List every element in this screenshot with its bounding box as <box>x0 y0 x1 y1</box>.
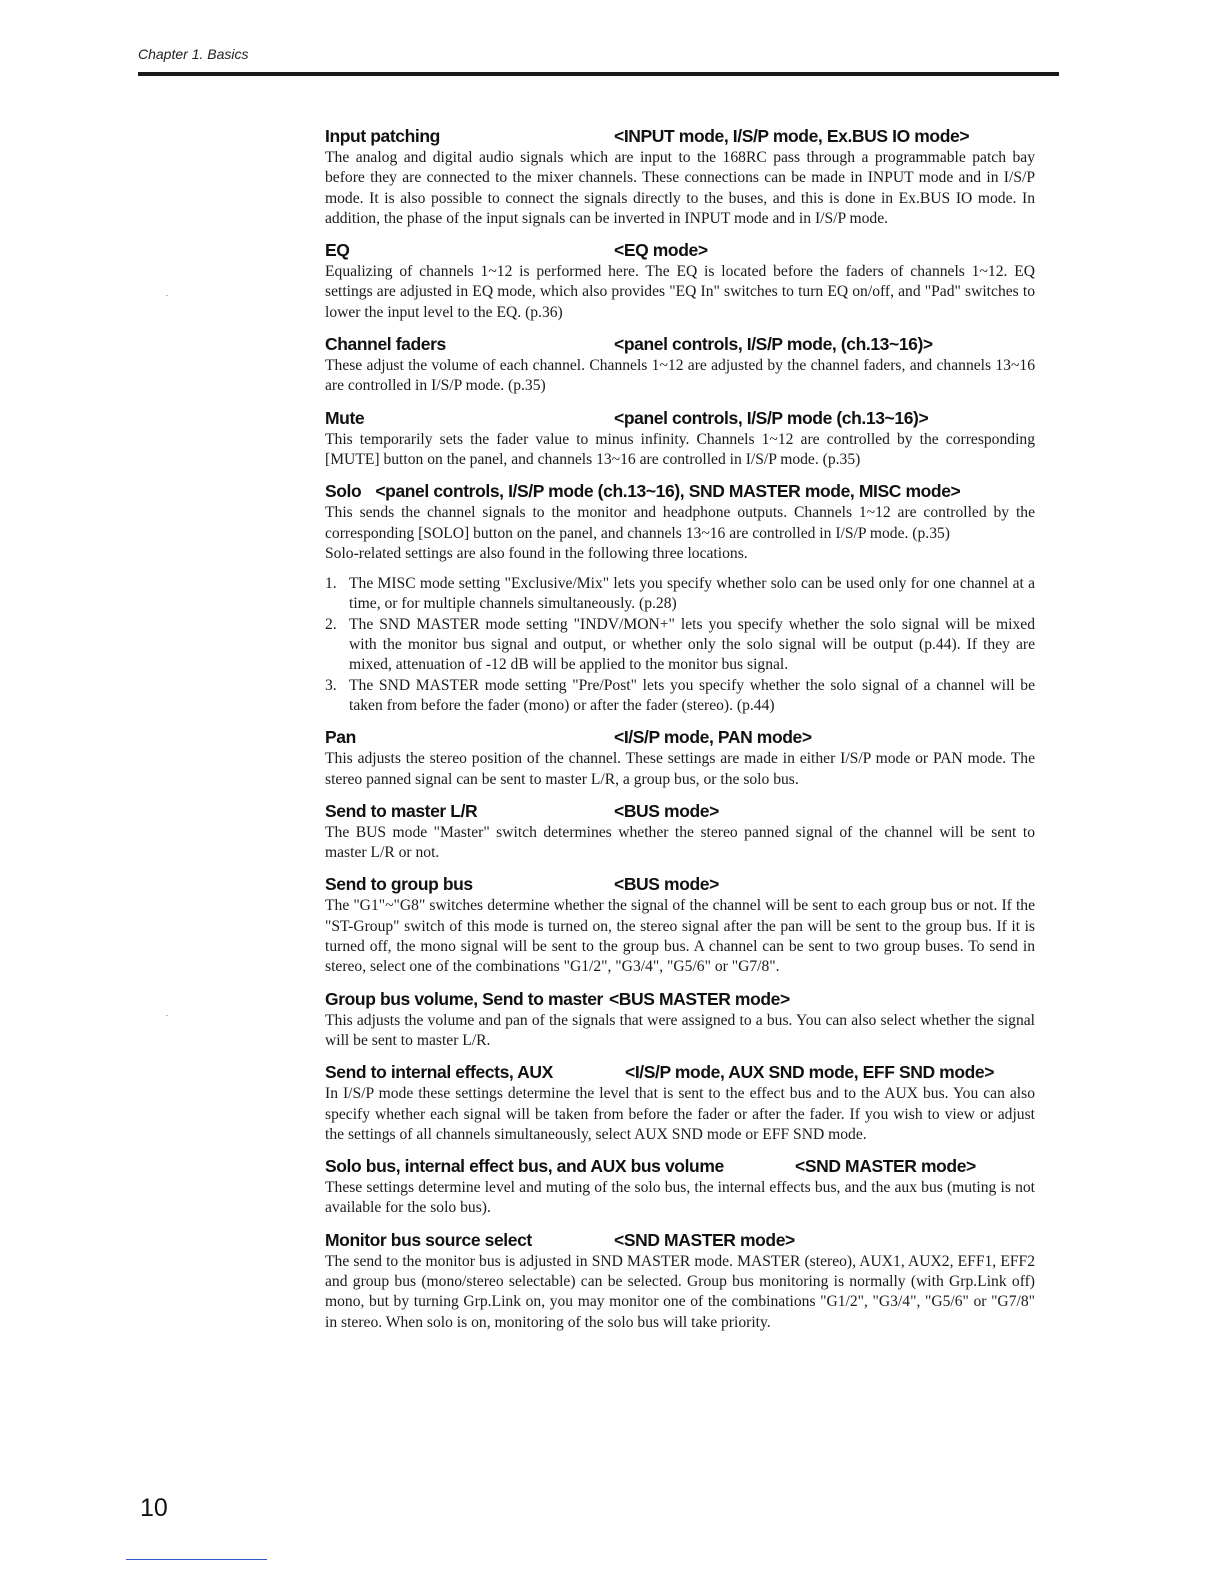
chapter-header: Chapter 1. Basics <box>138 46 249 62</box>
section-mode: <panel controls, I/S/P mode (ch.13~16), SND MASTER mode, MISC mode> <box>375 481 961 502</box>
header-rule <box>138 72 1059 76</box>
section-heading <box>325 406 1035 430</box>
list-text: The MISC mode setting "Exclusive/Mix" lets you specify whether solo can be used only for one channel at a time, or for multiple channels simultaneously. (p.28) <box>349 575 1035 613</box>
section-heading <box>325 332 1035 356</box>
section-title: EQ <box>325 240 350 261</box>
section-body: Equalizing of channels 1~12 is performed here. The EQ is located before the faders of channels 1~12. EQ settings are adjusted in EQ mode, which also provides "EQ In" switches to turn EQ on/off, and "Pad" switches to lower the input level to the EQ. (p.36) <box>325 263 1035 321</box>
section-mode: <I/S/P mode, AUX SND mode, EFF SND mode> <box>625 1062 995 1083</box>
solo-intro: Solo-related settings are also found in the following three locations. <box>325 544 748 562</box>
section-body: In I/S/P mode these settings determine the level that is sent to the effect bus and to the AUX bus. You can also specify whether each signal will be taken from before the fader or after the fader. If you wish to view or adjust the settings of all channels simultaneously, select AUX SND mode or EFF SND mode. <box>325 1085 1035 1143</box>
section-title: Mute <box>325 407 365 428</box>
list-text: The SND MASTER mode setting "INDV/MON+" lets you specify whether the solo signal will be mixed with the monitor bus signal and output, or whether only the solo signal will be output (p.44). If they are mixed, attenuation of -12 dB will be applied to the monitor bus signal. <box>349 615 1035 674</box>
section-mode: <EQ mode> <box>614 240 708 261</box>
section-title: Send to internal effects, AUX <box>325 1062 553 1083</box>
section-title: Monitor bus source select <box>325 1229 532 1250</box>
list-text: The SND MASTER mode setting "Pre/Post" lets you specify whether the solo signal of a channel will be taken from before the fader (mono) or after the fader (stereo). (p.44) <box>349 676 1035 714</box>
section-mode: <BUS mode> <box>614 800 719 821</box>
section-heading <box>325 1154 1035 1178</box>
section-body: This sends the channel signals to the monitor and headphone outputs. Channels 1~12 are controlled by the corresponding [SOLO] button on the panel, and channels 13~16 are controlled in I/S/P mode. (p.35) <box>325 504 1035 542</box>
section-heading <box>325 799 1035 823</box>
section-title: Group bus volume, Send to master <box>325 988 603 1009</box>
section-body: This adjusts the stereo position of the channel. These settings are made in either I/S/P mode or PAN mode. The stereo panned signal can be sent to master L/R, a group bus, or the solo bus. <box>325 750 1035 788</box>
section-heading <box>325 124 1035 148</box>
section-title: Input patching <box>325 126 440 146</box>
list-item <box>325 615 1035 676</box>
section-heading <box>325 872 1035 896</box>
section-title: Send to master L/R <box>325 800 478 821</box>
section-body: The BUS mode "Master" switch determines whether the stereo panned signal of the channel will be sent to master L/R or not. <box>325 823 1035 862</box>
section-mode: <I/S/P mode, PAN mode> <box>614 727 812 748</box>
list-item <box>325 574 1035 615</box>
section-title: Send to group bus <box>325 874 473 895</box>
section-body: The send to the monitor bus is adjusted in SND MASTER mode. MASTER (stereo), AUX1, AUX2, EFF1, EFF2 and group bus (mono/stereo selectable) can be selected. Group bus monitoring is normally (with Grp.Link off) mono, but by turning Grp.Link on, you may monitor one of the combinations "G1/2", "G3/4", "G5/6" or "G7/8" in stereo. When solo is on, monitoring of the solo bus will take priority. <box>325 1252 1035 1331</box>
section-body: This temporarily sets the fader value to minus infinity. Channels 1~12 are controlled by the corresponding [MUTE] button on the panel, and channels 13~16 are controlled in I/S/P mode. (p.35) <box>325 430 1035 468</box>
section-heading <box>325 1228 1035 1252</box>
page-number: 10 <box>140 1494 168 1522</box>
section-title: Pan <box>325 727 356 748</box>
margin-mark <box>166 295 168 296</box>
section-body: These adjust the volume of each channel. Channels 1~12 are adjusted by the channel faders, and channels 13~16 are controlled in I/S/P mode. (p.35) <box>325 357 1035 395</box>
list-number: 1. <box>325 575 337 593</box>
section-heading <box>325 479 1035 503</box>
section-title: Solo bus, internal effect bus, and AUX bus volume <box>325 1156 724 1177</box>
main-content <box>325 124 1035 1333</box>
section-heading <box>325 987 1035 1011</box>
section-heading <box>325 725 1035 749</box>
section-body: The "G1"~"G8" switches determine whether the signal of the channel will be sent to each group bus or not. If the "ST-Group" switch of this mode is turned on, the stereo signal after the pan will be sent to the group bus. If it is turned off, the mono signal will be sent to the group bus. A channel can be sent to two group buses. To send in stereo, select one of the combinations "G1/2", "G3/4", "G5/6" or "G7/8". <box>325 897 1035 976</box>
section-body: These settings determine level and muting of the solo bus, the internal effects bus, and the aux bus (muting is not available for the solo bus). <box>325 1179 1035 1217</box>
section-title: Channel faders <box>325 334 446 355</box>
margin-mark <box>166 1015 168 1016</box>
section-mode: <BUS MASTER mode> <box>608 988 790 1009</box>
section-body: The analog and digital audio signals which are input to the 168RC pass through a programmable patch bay before they are connected to the mixer channels. These connections can be made in INPUT mode and in I/S/P mode. It is also possible to connect the signals directly to the buses, and this is done in Ex.BUS IO mode. In addition, the phase of the input signals can be inverted in INPUT mode and in I/S/P mode. <box>325 149 1035 227</box>
list-number: 2. <box>325 615 337 633</box>
section-heading <box>325 1060 1035 1084</box>
section-mode: <SND MASTER mode> <box>614 1229 795 1250</box>
section-heading <box>325 238 1035 262</box>
section-body: This adjusts the volume and pan of the signals that were assigned to a bus. You can also select whether the signal will be sent to master L/R. <box>325 1011 1035 1049</box>
section-mode: <panel controls, I/S/P mode (ch.13~16)> <box>614 407 929 428</box>
section-title: Solo <box>325 481 362 502</box>
section-mode: <SND MASTER mode> <box>795 1156 976 1177</box>
footer-rule <box>126 1559 267 1560</box>
solo-settings-list <box>325 574 1035 716</box>
list-number: 3. <box>325 676 337 694</box>
section-mode: <panel controls, I/S/P mode, (ch.13~16)> <box>614 334 933 355</box>
list-item <box>325 676 1035 717</box>
section-mode: <BUS mode> <box>614 874 719 895</box>
section-mode: <INPUT mode, I/S/P mode, Ex.BUS IO mode> <box>614 126 970 146</box>
